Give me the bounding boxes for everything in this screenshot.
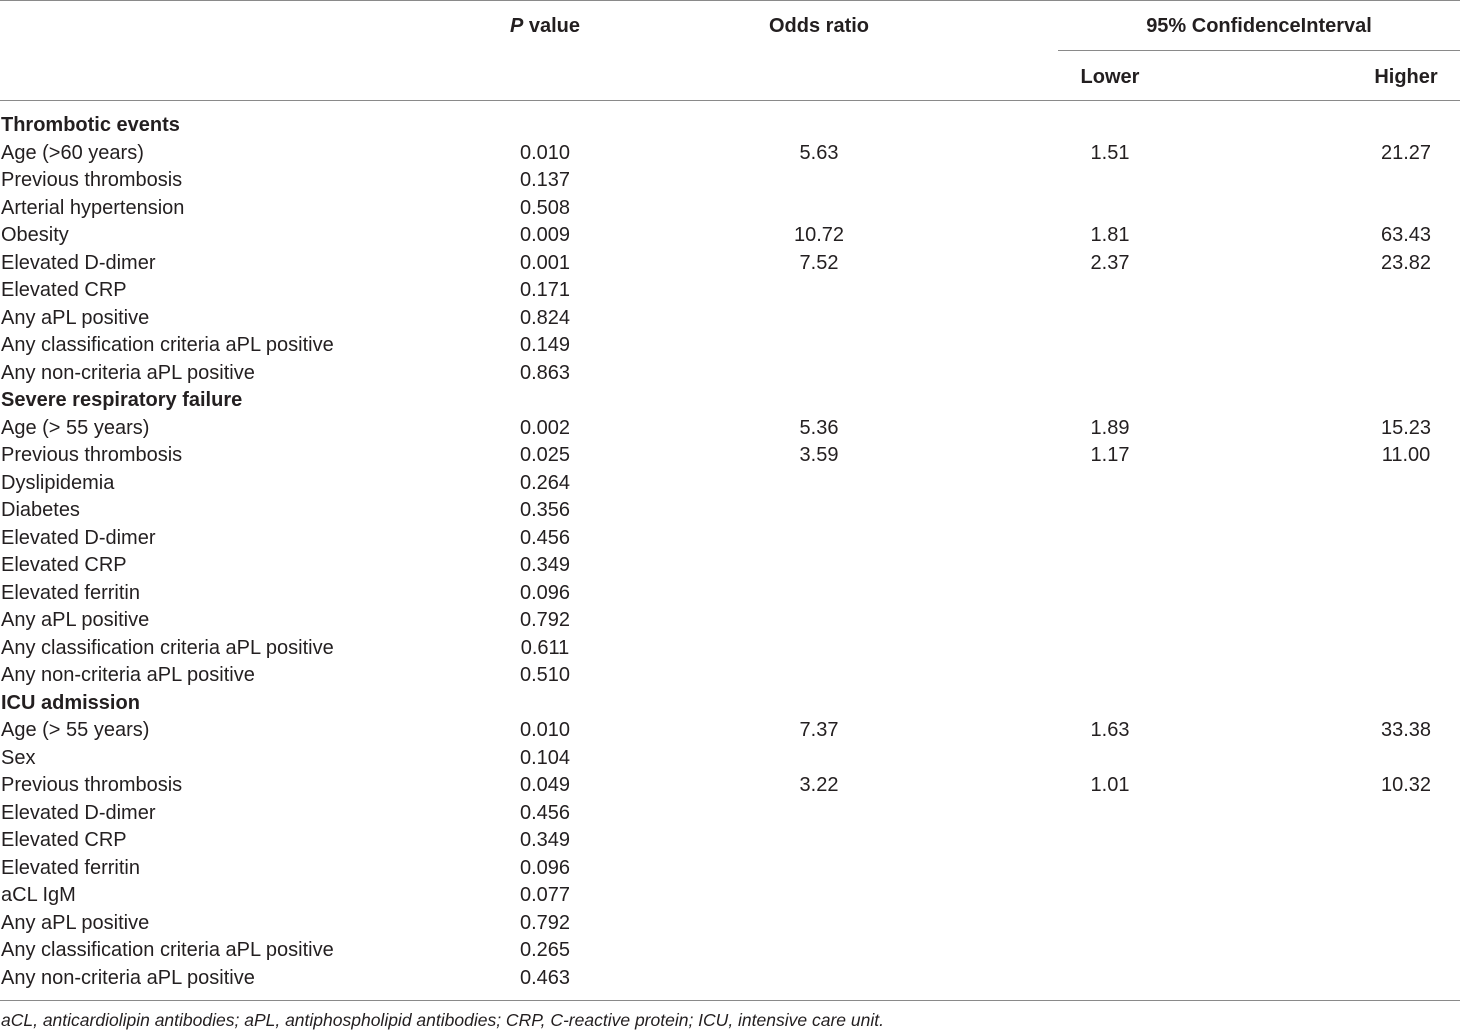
p-value-cell: 0.508 xyxy=(519,196,571,219)
ci-lower-cell: 1.81 xyxy=(1090,224,1130,246)
header-p-italic: P xyxy=(509,15,524,37)
p-value-cell: 0.265 xyxy=(519,939,571,961)
section-row xyxy=(0,690,1460,718)
row-label: Age (>60 years) xyxy=(1,141,144,164)
p-value-cell: 0.049 xyxy=(519,774,571,796)
p-value-cell: 0.456 xyxy=(519,801,571,824)
row-label: Dyslipidemia xyxy=(1,471,115,494)
table-row xyxy=(0,250,1460,278)
table-row xyxy=(0,827,1460,855)
row-label: Elevated CRP xyxy=(1,829,127,851)
table-row xyxy=(0,277,1460,305)
p-value-cell: 0.611 xyxy=(520,636,570,659)
ci-higher-cell: 10.32 xyxy=(1380,774,1432,796)
section-row xyxy=(0,112,1460,140)
table-row xyxy=(0,717,1460,745)
ci-higher-cell: 63.43 xyxy=(1380,224,1432,246)
table-row xyxy=(0,360,1460,388)
row-label: Any aPL positive xyxy=(1,911,150,934)
row-label: Any non-criteria aPL positive xyxy=(1,664,255,686)
row-label: Elevated CRP xyxy=(1,279,127,301)
top-rule xyxy=(0,0,1460,1)
table-row xyxy=(0,442,1460,470)
row-label: Previous thrombosis xyxy=(1,169,183,191)
table-row xyxy=(0,305,1460,333)
row-label: Elevated D-dimer xyxy=(1,801,156,824)
table-row xyxy=(0,195,1460,223)
row-label: Any non-criteria aPL positive xyxy=(1,361,255,384)
header-lower: Lower xyxy=(1080,66,1140,88)
table-body xyxy=(0,112,1460,992)
row-label: Any classification criteria aPL positive xyxy=(1,334,334,356)
table-row xyxy=(0,580,1460,608)
table-row xyxy=(0,415,1460,443)
table-row xyxy=(0,882,1460,910)
p-value-cell: 0.792 xyxy=(519,911,571,934)
row-label: Sex xyxy=(1,746,36,769)
section-row xyxy=(0,387,1460,415)
p-value-cell: 0.002 xyxy=(519,416,571,439)
p-value-cell: 0.025 xyxy=(519,444,571,466)
ci-higher-cell: 33.38 xyxy=(1380,719,1432,741)
table-row xyxy=(0,910,1460,938)
header-rule xyxy=(0,100,1460,101)
header-higher: Higher xyxy=(1374,66,1438,88)
table-row xyxy=(0,167,1460,195)
row-label: Age (> 55 years) xyxy=(1,719,150,741)
ci-lower-cell: 1.17 xyxy=(1090,444,1130,466)
table-row xyxy=(0,965,1460,993)
p-value-cell: 0.824 xyxy=(519,306,571,329)
header-odds-ratio: Odds ratio xyxy=(768,15,870,37)
p-value-cell: 0.171 xyxy=(519,279,571,301)
row-label: Previous thrombosis xyxy=(1,444,183,466)
odds-ratio-cell: 3.22 xyxy=(799,774,839,796)
odds-ratio-cell: 5.63 xyxy=(799,141,839,164)
table-row xyxy=(0,745,1460,773)
table-row xyxy=(0,635,1460,663)
ci-subrule xyxy=(1058,50,1460,51)
table-row xyxy=(0,800,1460,828)
bottom-rule xyxy=(0,1000,1460,1001)
table-row xyxy=(0,662,1460,690)
table-row xyxy=(0,552,1460,580)
p-value-cell: 0.463 xyxy=(519,966,571,989)
row-label: Previous thrombosis xyxy=(1,774,183,796)
p-value-cell: 0.510 xyxy=(519,664,571,686)
ci-lower-cell: 1.51 xyxy=(1090,141,1130,164)
row-label: Any aPL positive xyxy=(1,306,150,329)
p-value-cell: 0.356 xyxy=(519,499,571,521)
row-label: Diabetes xyxy=(1,499,80,521)
header-p-rest: value xyxy=(523,15,581,37)
table-row xyxy=(0,937,1460,965)
p-value-cell: 0.137 xyxy=(519,169,571,191)
p-value-cell: 0.349 xyxy=(519,554,571,576)
ci-higher-cell: 21.27 xyxy=(1380,141,1432,164)
p-value-cell: 0.264 xyxy=(519,471,571,494)
odds-ratio-cell: 3.59 xyxy=(799,444,839,466)
p-value-cell: 0.096 xyxy=(519,581,571,604)
row-label: Obesity xyxy=(1,224,69,246)
ci-lower-cell: 1.01 xyxy=(1090,774,1130,796)
table-row xyxy=(0,140,1460,168)
ci-lower-cell: 1.63 xyxy=(1090,719,1130,741)
header-p-value xyxy=(510,14,580,38)
ci-higher-cell: 15.23 xyxy=(1380,416,1432,439)
row-label: Elevated ferritin xyxy=(1,581,140,604)
p-value-cell: 0.456 xyxy=(519,526,571,549)
p-value-cell: 0.009 xyxy=(519,224,571,246)
row-label: Elevated ferritin xyxy=(1,856,140,879)
row-label: Any classification criteria aPL positive xyxy=(1,636,334,659)
ci-higher-cell: 23.82 xyxy=(1380,251,1432,274)
header-confidence-interval: 95% ConfidenceInterval xyxy=(1146,15,1372,37)
section-heading: Thrombotic events xyxy=(1,114,180,136)
p-value-cell: 0.349 xyxy=(519,829,571,851)
row-label: Age (> 55 years) xyxy=(1,416,150,439)
footnote: aCL, anticardiolipin antibodies; aPL, antiphospholipid antibodies; CRP, C-reactive protein; ICU, intensive care unit. xyxy=(1,1010,884,1030)
table-row xyxy=(0,222,1460,250)
ci-lower-cell: 2.37 xyxy=(1090,251,1130,274)
p-value-cell: 0.863 xyxy=(519,361,571,384)
odds-ratio-cell: 7.52 xyxy=(799,251,839,274)
p-value-cell: 0.001 xyxy=(519,251,571,274)
table-row xyxy=(0,855,1460,883)
row-label: Elevated D-dimer xyxy=(1,526,156,549)
row-label: aCL IgM xyxy=(1,884,76,906)
table-row xyxy=(0,497,1460,525)
p-value-cell: 0.010 xyxy=(519,719,571,741)
p-value-cell: 0.149 xyxy=(519,334,571,356)
table-row xyxy=(0,772,1460,800)
row-label: Elevated D-dimer xyxy=(1,251,156,274)
odds-ratio-cell: 10.72 xyxy=(793,224,845,246)
p-value-cell: 0.792 xyxy=(519,609,571,631)
ci-higher-cell: 11.00 xyxy=(1381,444,1431,466)
row-label: Arterial hypertension xyxy=(1,196,185,219)
row-label: Elevated CRP xyxy=(1,554,127,576)
section-heading: Severe respiratory failure xyxy=(1,389,243,411)
p-value-cell: 0.077 xyxy=(519,884,571,906)
p-value-cell: 0.096 xyxy=(519,856,571,879)
row-label: Any classification criteria aPL positive xyxy=(1,939,334,961)
table-row xyxy=(0,607,1460,635)
section-heading: ICU admission xyxy=(1,691,140,714)
table-row xyxy=(0,332,1460,360)
table-row xyxy=(0,525,1460,553)
ci-lower-cell: 1.89 xyxy=(1090,416,1130,439)
p-value-cell: 0.010 xyxy=(519,141,571,164)
table-row xyxy=(0,470,1460,498)
odds-ratio-cell: 7.37 xyxy=(799,719,839,741)
row-label: Any aPL positive xyxy=(1,609,150,631)
row-label: Any non-criteria aPL positive xyxy=(1,966,255,989)
odds-ratio-cell: 5.36 xyxy=(799,416,839,439)
p-value-cell: 0.104 xyxy=(519,746,571,769)
